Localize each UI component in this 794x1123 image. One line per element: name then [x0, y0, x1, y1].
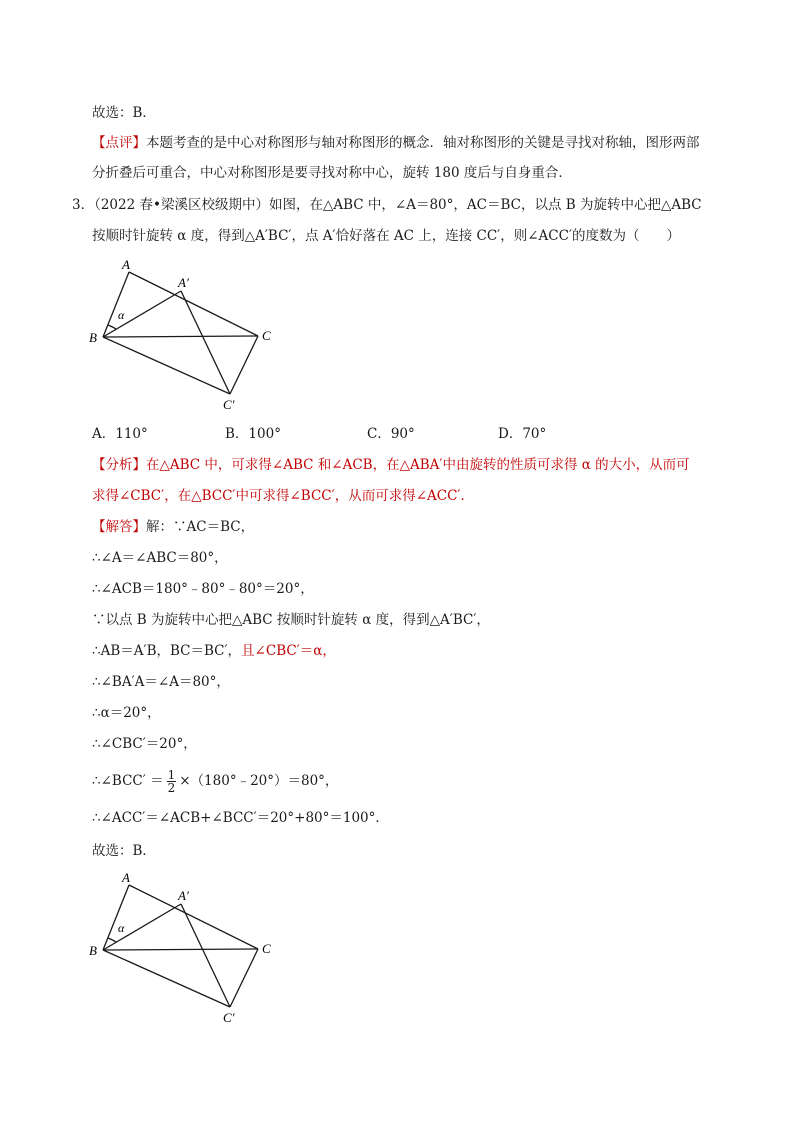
- question-number: 3．: [72, 197, 95, 213]
- label-c-prime: C′: [223, 397, 235, 412]
- label-c: C: [262, 941, 271, 956]
- analysis-tag: 【分析】: [92, 457, 146, 473]
- segment-bc: [103, 336, 258, 337]
- question-source: （2022 春•梁溪区校级期中）: [94, 197, 269, 213]
- geometry-figure-2: [80, 868, 280, 1028]
- comment-tag: 【点评】: [92, 135, 146, 151]
- comment-line-2: 分折叠后可重合，中心对称图形是要寻找对称中心，旋转 180 度后与自身重合．: [92, 165, 572, 181]
- option-a: A．110°: [92, 426, 148, 442]
- label-c-prime: C′: [223, 1010, 235, 1025]
- segment-a-prime-c-prime: [181, 291, 230, 394]
- segment-cc-prime: [230, 949, 258, 1007]
- segment-bc-prime: [103, 950, 230, 1007]
- segment-bc-prime: [103, 337, 230, 394]
- label-alpha: α: [118, 308, 125, 322]
- question-text-1: 如图，在△ABC 中，∠A＝80°，AC＝BC，以点 B 为旋转中心把△ABC: [268, 197, 702, 213]
- solution-step-4b: 且∠CBC′＝α，: [241, 643, 336, 659]
- solution-tag: 【解答】: [92, 519, 146, 535]
- question-line-2: 按顺时针旋转 α 度，得到△A′BC′，点 A′恰好落在 AC 上，连接 CC′，则∠ACC′的度数为（ ）: [92, 228, 681, 244]
- analysis-text-1: 在△ABC 中，可求得∠ABC 和∠ACB，在△ABA′中由旋转的性质可求得 α 的大小，从而可: [146, 457, 690, 473]
- solution-step-2: ∴∠ACB＝180°﹣80°﹣80°＝20°，: [92, 581, 314, 597]
- label-a: A: [122, 870, 130, 885]
- geometry-figure-1: [80, 255, 280, 415]
- fraction-one-half: [167, 769, 177, 794]
- segment-ac: [129, 272, 258, 336]
- label-b: B: [89, 943, 97, 958]
- segment-a-prime-c-prime: [181, 904, 230, 1007]
- question-line-1: [72, 196, 702, 214]
- solution-step-9: ∴∠ACC′＝∠ACB+∠BCC′＝20°+80°＝100°．: [92, 810, 389, 826]
- label-b: B: [89, 330, 97, 345]
- segment-ab: [103, 885, 129, 950]
- solution-head: [92, 518, 254, 536]
- segment-ba-prime: [103, 904, 181, 950]
- solution-step-7: ∴∠CBC′＝20°，: [92, 736, 197, 752]
- angle-alpha-arc: [108, 325, 116, 329]
- comment-line-1: [92, 134, 700, 152]
- angle-alpha-arc: [108, 938, 116, 942]
- comment-text-1: 本题考查的是中心对称图形与轴对称图形的概念．轴对称图形的关键是寻找对称轴，图形两部: [146, 135, 700, 151]
- segment-ba-prime: [103, 291, 181, 337]
- solution-step-4: [92, 642, 336, 660]
- option-c: C．90°: [367, 426, 415, 442]
- fraction-numerator: 1: [167, 768, 176, 782]
- solution-head-text: 解：∵AC＝BC，: [146, 519, 255, 535]
- label-alpha: α: [118, 921, 125, 935]
- segment-ab: [103, 272, 129, 337]
- answer-line: 故选：B．: [92, 105, 156, 121]
- solution-step-8-pre: ∴∠BCC′ ＝: [92, 773, 164, 789]
- fraction-denominator: 2: [167, 781, 176, 795]
- solution-step-8-post: ×（180°﹣20°）＝80°，: [179, 773, 339, 789]
- solution-step-4a: ∴AB＝A′B，BC＝BC′，: [92, 643, 242, 659]
- segment-bc: [103, 949, 258, 950]
- solution-step-5: ∴∠BA′A＝∠A＝80°，: [92, 674, 230, 690]
- solution-step-1: ∴∠A＝∠ABC＝80°，: [92, 550, 228, 566]
- analysis-line-1: [92, 456, 690, 474]
- solution-answer: 故选：B．: [92, 843, 156, 859]
- solution-step-6: ∴α＝20°，: [92, 705, 161, 721]
- segment-ac: [129, 885, 258, 949]
- segment-cc-prime: [230, 336, 258, 394]
- solution-step-3: ∵以点 B 为旋转中心把△ABC 按顺时针旋转 α 度，得到△A′BC′，: [92, 612, 490, 628]
- label-a-prime: A′: [178, 275, 189, 290]
- label-a: A: [122, 257, 130, 272]
- option-d: D．70°: [498, 426, 547, 442]
- label-c: C: [262, 328, 271, 343]
- option-b: B．100°: [225, 426, 281, 442]
- label-a-prime: A′: [178, 888, 189, 903]
- analysis-line-2: 求得∠CBC′，在△BCC′中可求得∠BCC′，从而可求得∠ACC′．: [92, 488, 474, 504]
- solution-step-8: [92, 766, 338, 796]
